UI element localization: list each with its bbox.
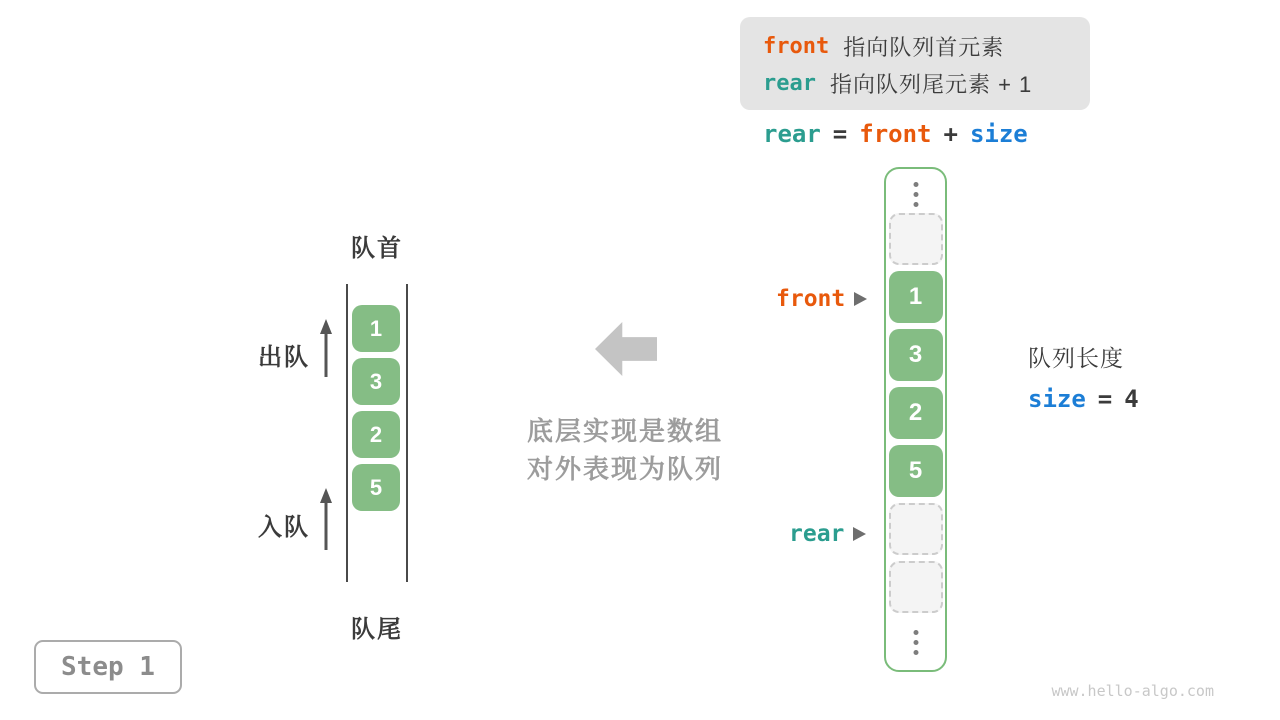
arrow-right-icon	[853, 527, 866, 541]
queue-wall-right	[406, 284, 408, 582]
array-cell: 2	[889, 387, 943, 439]
rear-definition-text: 指向队列尾元素 + 1	[829, 72, 1033, 97]
front-pointer	[776, 285, 867, 313]
front-definition-line	[763, 28, 1090, 65]
queue-length-info	[1028, 340, 1139, 413]
size-value-line	[1028, 385, 1139, 413]
queue-cell: 1	[352, 305, 400, 352]
dequeue-label: 出队	[258, 344, 310, 371]
array-cell-empty	[889, 561, 943, 613]
queue-length-label: 队列长度	[1028, 345, 1124, 371]
array-cell: 3	[889, 329, 943, 381]
size-keyword: size	[1028, 385, 1086, 413]
array-cell: 5	[889, 445, 943, 497]
array-container	[884, 167, 947, 672]
queue-wall-left	[346, 284, 348, 582]
array-cell: 1	[889, 271, 943, 323]
size-value: 4	[1124, 385, 1139, 413]
rear-formula	[763, 120, 1028, 148]
ellipsis-bottom-icon	[913, 630, 918, 655]
array-cells	[886, 213, 945, 613]
left-block-arrow-icon	[595, 322, 657, 376]
step-badge: Step 1	[34, 640, 182, 694]
array-cell-empty	[889, 213, 943, 265]
size-equals: =	[1097, 385, 1113, 413]
front-definition-text: 指向队列首元素	[843, 35, 1005, 60]
arrow-right-icon	[854, 292, 867, 306]
enqueue-up-arrow-icon	[318, 488, 334, 552]
rear-keyword: rear	[763, 71, 816, 96]
array-cell-empty	[889, 503, 943, 555]
queue-tail-label: 队尾	[351, 616, 403, 643]
queue-head-label: 队首	[351, 235, 403, 262]
enqueue-label: 入队	[258, 514, 310, 541]
rear-pointer-label: rear	[789, 521, 845, 547]
front-pointer-label: front	[776, 286, 846, 312]
center-caption-line2: 对外表现为队列	[526, 454, 723, 484]
queue-cell: 2	[352, 411, 400, 458]
center-caption-line1: 底层实现是数组	[526, 416, 723, 446]
pointer-definition-note	[740, 17, 1090, 110]
formula-size: size	[969, 120, 1028, 148]
dequeue-up-arrow-icon	[318, 319, 334, 379]
formula-equals: =	[832, 120, 848, 148]
center-caption	[495, 412, 755, 488]
queue-cell: 3	[352, 358, 400, 405]
queue-cell: 5	[352, 464, 400, 511]
watermark: www.hello-algo.com	[1051, 682, 1214, 700]
formula-rear: rear	[763, 120, 821, 148]
formula-plus: +	[943, 120, 958, 148]
ellipsis-top-icon	[913, 182, 918, 207]
rear-definition-line	[763, 65, 1090, 102]
front-keyword: front	[763, 34, 830, 59]
rear-pointer	[789, 520, 866, 548]
queue-cells	[352, 305, 400, 511]
formula-front: front	[859, 120, 932, 148]
